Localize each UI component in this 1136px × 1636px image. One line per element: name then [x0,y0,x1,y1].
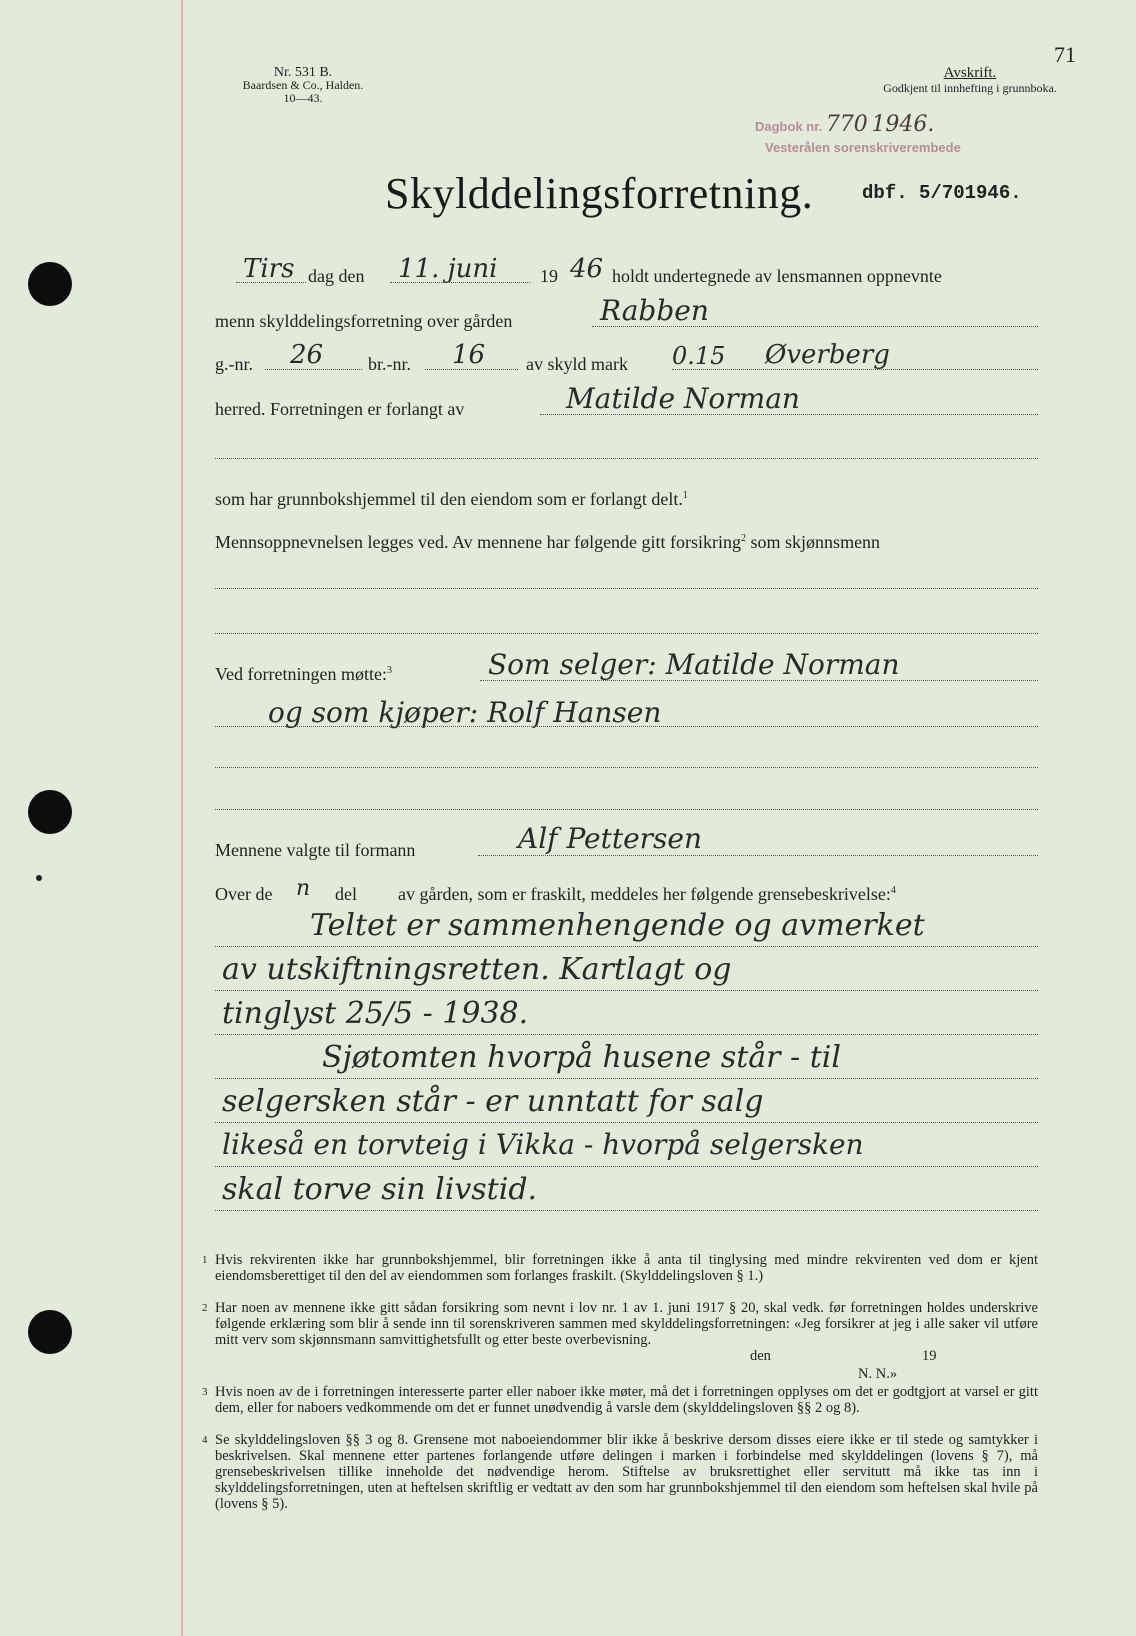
grense-label-a: Over de [215,884,273,904]
grense-text: av gården, som er fraskilt, meddeles her følgende grensebeskrivelse: [398,884,891,904]
punch-hole [28,1310,72,1354]
dagbok-number: 770 [825,112,868,137]
fill-line [215,1078,1038,1079]
form-identifier [228,66,378,105]
fill-line [540,414,1038,415]
fill-line [672,369,1038,370]
fill-line [215,633,1038,634]
footnote [202,1300,1038,1348]
handwritten-buyer: og som kjøper: Rolf Hansen [268,696,662,729]
mote-label [215,664,392,685]
footnote-ref: 2 [741,533,747,544]
fill-line [215,1166,1038,1167]
description-line: Teltet er sammenhengende og avmerket [310,908,925,943]
handwritten-seller: Som selger: Matilde Norman [488,648,900,681]
formann-label: Mennene valgte til formann [215,840,416,860]
handwritten-skyld: 0.15 [672,342,726,370]
grunnbok-text: som har grunnbokshjemmel til den eiendom som er forlangt delt. [215,489,683,509]
fill-line [215,458,1038,459]
handwritten-requester: Matilde Norman [566,382,800,415]
handwritten-bnr: 16 [452,340,486,370]
handwritten-del: n [296,876,311,901]
footnote [202,1432,1038,1512]
dbf-reference: dbf. 5/701946. [862,182,1022,204]
handwritten-year: 46 [570,254,604,284]
fill-line [215,1210,1038,1211]
footnote-number: 2 [202,1302,208,1314]
fill-line [215,990,1038,991]
grense-label-c [398,884,896,905]
fill-line [236,282,306,283]
document-title: Skylddelingsforretning. [385,169,814,218]
label-forlangt: herred. Forretningen er forlangt av [215,399,465,419]
fill-line [425,369,518,370]
mote-label-text: Ved forretningen møtte: [215,664,387,684]
description-line: likeså en torvteig i Vikka - hvorpå selgersken [222,1128,864,1161]
form-number: Nr. 531 B. [273,65,333,80]
fill-line [215,588,1038,589]
handwritten-herred: Øverberg [765,340,890,370]
fill-line [478,855,1038,856]
handwritten-weekday: Tirs [243,254,295,284]
fill-line [265,369,362,370]
fill-line [480,680,1038,681]
footnote [202,1384,1038,1416]
dagbok-year: 1946. [871,112,935,137]
footnote-number: 4 [202,1434,208,1446]
margin-rule [181,0,183,1636]
skjonnsmenn-text: som skjønnsmenn [750,532,881,552]
label-holdt: holdt undertegnede av lensmannen oppnevnte [612,266,942,286]
footnote-text: Hvis noen av de i forretningen interesserte parter eller naboer ikke møter, må det i forretningen opplyses om det er godtgjort at varsel er gitt dem, eller for naboers vedkommende om det er funnet unødvendig å varsle dem (skylddelingsloven §§ 2 og 8). [215,1384,1038,1416]
avskrift-title: Avskrift. [943,65,997,81]
avskrift-block [860,66,1080,96]
handwritten-farm: Rabben [600,294,709,327]
label-dag-den: dag den [308,266,365,286]
footnote-ref: 1 [682,490,688,501]
footnote-number: 3 [202,1386,208,1398]
footnote-text: Se skylddelingsloven §§ 3 og 8. Grensene mot naboeiendommer blir ikke å beskrive dersom disses eiere ikke er til stede og samtykker i beskrivelsen. Skal mennene etter partenes forlangende utføre delingen i marken i forbindelse med skylddelingen (lovens § 7), må grensebeskrivelsen tillike inneholde det nødvendige herom. Stiftelse av bruksrettighet eller servitutt må ikke tas inn i skylddelingsforretningen, uten at heftelsen skriftlig er vedtatt av den som har grunnbokshjemmel til den eiendom som heftelsen skal hvile på (lovens § 5). [215,1432,1038,1512]
handwritten-date: 11. juni [398,254,498,284]
description-line: skal torve sin livstid. [222,1172,538,1207]
mennsoppnevnelse-text: Mennsoppnevnelsen legges ved. Av mennene har følgende gitt forsikring [215,532,742,552]
office-stamp: Vesterålen sorenskriverembede [765,140,961,155]
footnote-ref: 4 [890,885,896,896]
mennsoppnevnelse-line [215,532,880,553]
description-line: tinglyst 25/5 - 1938. [222,996,529,1031]
footnote [202,1252,1038,1284]
description-line: selgersken står - er unntatt for salg [222,1084,764,1119]
year-prefix: 19 [540,266,558,286]
grense-label-b: del [335,884,357,904]
footnote-signature: N. N.» [858,1366,898,1382]
label-bnr: br.-nr. [368,354,411,374]
dagbok-stamp [755,112,934,137]
fill-line [215,726,1038,727]
label-skyld: av skyld mark [526,354,628,374]
ink-dot [36,875,42,881]
footnote-text: Har noen av mennene ikke gitt sådan forsikring som nevnt i lov nr. 1 av 1. juni 1917 § 20, skal vedk. før forretningen holdes underskrive følgende erklæring som blir å sende inn til sorenskriveren sammen med skylddelingsforretningen: «Jeg forsikrer at jeg i alle saker vil utføre mitt verv som skjønnsmann samvittighetsfullt og etter beste overbevisning. [215,1300,1038,1348]
fill-line [215,1034,1038,1035]
grunnbok-line [215,489,688,510]
fill-line [215,809,1038,810]
handwritten-gnr: 26 [290,340,324,370]
avskrift-subtitle: Godkjent til innhefting i grunnboka. [883,81,1057,95]
form-printer: Baardsen & Co., Halden. [242,78,364,92]
footnote-den: den [750,1348,771,1364]
dagbok-label: Dagbok nr. [755,119,823,134]
footnote-year: 19 [922,1348,937,1364]
punch-hole [28,790,72,834]
label-gaarden: menn skylddelingsforretning over gården [215,311,513,331]
punch-hole [28,262,72,306]
page-number: 71 [1054,42,1076,67]
fill-line [215,1122,1038,1123]
handwritten-formann: Alf Pettersen [518,822,703,855]
fill-line [215,946,1038,947]
label-gnr: g.-nr. [215,354,253,374]
description-line: av utskiftningsretten. Kartlagt og [222,952,732,987]
fill-line [215,767,1038,768]
description-line: Sjøtomten hvorpå husene står - til [322,1040,841,1075]
fill-line [390,282,530,283]
footnote-ref: 3 [386,665,392,676]
footnote-number: 1 [202,1254,208,1266]
fill-line [592,326,1038,327]
footnote-text: Hvis rekvirenten ikke har grunnbokshjemmel, blir forretningen ikke å anta til tinglysing med mindre rekvirenten ved dom er kjent eiendomsberettiget til den del av eiendommen som forlanges fraskilt. (Skylddelingsloven § 1.) [215,1252,1038,1284]
form-edition: 10—43. [283,91,323,105]
